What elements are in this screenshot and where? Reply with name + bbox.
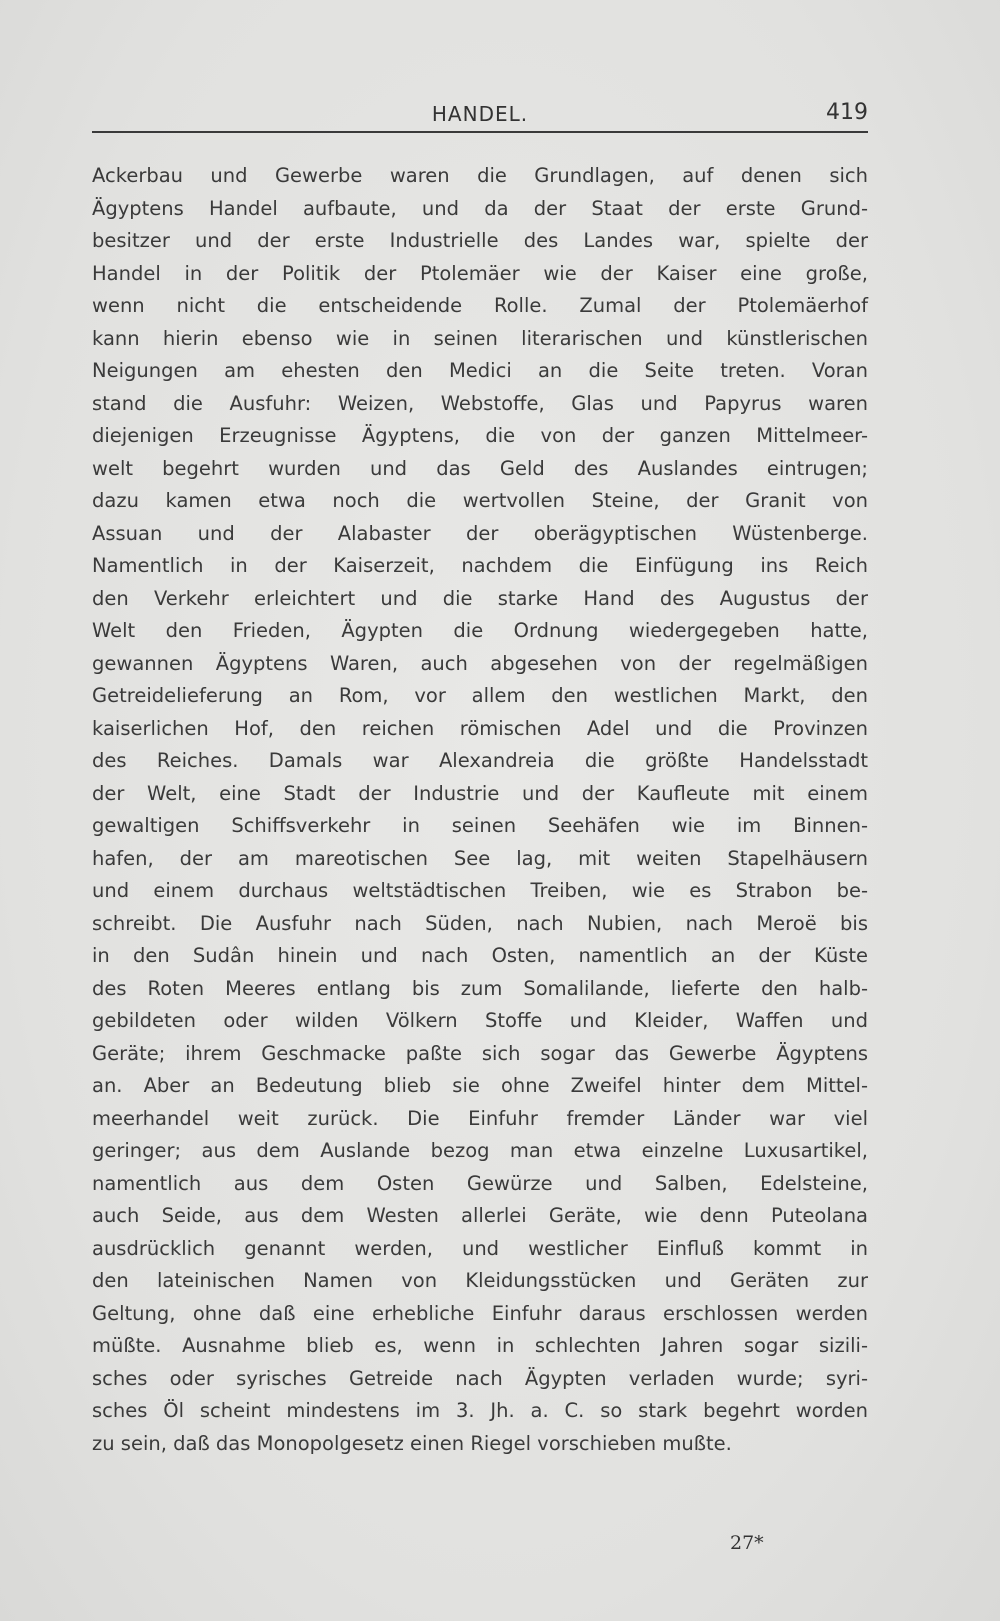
text-line: Neigungen am ehesten den Medici an die Seite treten. Voran	[92, 359, 868, 382]
text-line: und einem durchaus weltstädtischen Treiben, wie es Strabon be-	[92, 879, 868, 902]
text-line: dazu kamen etwa noch die wertvollen Steine, der Granit von	[92, 489, 868, 512]
text-line: besitzer und der erste Industrielle des Landes war, spielte der	[92, 229, 868, 252]
text-line: sches oder syrisches Getreide nach Ägypten verladen wurde; syri-	[92, 1366, 868, 1390]
header-rule	[92, 131, 868, 133]
text-line: Assuan und der Alabaster der oberägyptischen Wüstenberge.	[92, 521, 868, 545]
text-line: Handel in der Politik der Ptolemäer wie der Kaiser eine große,	[92, 261, 868, 285]
text-line: an. Aber an Bedeutung blieb sie ohne Zweifel hinter dem Mittel-	[92, 1074, 868, 1097]
text-line: Ackerbau und Gewerbe waren die Grundlagen, auf denen sich	[92, 164, 868, 187]
text-line: diejenigen Erzeugnisse Ägyptens, die von der ganzen Mittelmeer-	[92, 424, 868, 447]
text-line: gewannen Ägyptens Waren, auch abgesehen von der regelmäßigen	[92, 651, 868, 675]
text-line: Namentlich in der Kaiserzeit, nachdem die Einfügung ins Reich	[92, 554, 868, 577]
text-line: stand die Ausfuhr: Weizen, Webstoffe, Glas und Papyrus waren	[92, 391, 868, 415]
text-line: Geltung, ohne daß eine erhebliche Einfuhr daraus erschlossen werden	[92, 1301, 868, 1325]
text-line: ausdrücklich genannt werden, und westlicher Einfluß kommt in	[92, 1236, 868, 1260]
text-line: des Roten Meeres entlang bis zum Somalilande, lieferte den halb-	[92, 976, 868, 1000]
text-line: Getreidelieferung an Rom, vor allem den westlichen Markt, den	[92, 684, 868, 707]
text-line: gebildeten oder wilden Völkern Stoffe und Kleider, Waffen und	[92, 1009, 868, 1032]
running-title: HANDEL.	[431, 102, 529, 126]
text-line: kann hierin ebenso wie in seinen literarischen und künstlerischen	[92, 326, 868, 350]
text-line: schreibt. Die Ausfuhr nach Süden, nach Nubien, nach Meroë bis	[92, 911, 868, 935]
text-line: namentlich aus dem Osten Gewürze und Salben, Edelsteine,	[92, 1171, 868, 1195]
text-line: Geräte; ihrem Geschmacke paßte sich sogar das Gewerbe Ägyptens	[92, 1041, 868, 1065]
text-line: meerhandel weit zurück. Die Einfuhr fremder Länder war viel	[92, 1106, 868, 1130]
text-line: zu sein, daß das Monopolgesetz einen Riegel vorschieben mußte.	[92, 1431, 732, 1455]
text-line: gewaltigen Schiffsverkehr in seinen Seehäfen wie im Binnen-	[92, 814, 868, 837]
text-line: sches Öl scheint mindestens im 3. Jh. a. C. so stark begehrt worden	[92, 1399, 868, 1422]
text-line: Ägyptens Handel aufbaute, und da der Staat der erste Grund-	[92, 196, 868, 220]
text-line: geringer; aus dem Auslande bezog man etwa einzelne Luxusartikel,	[92, 1139, 868, 1162]
text-line: kaiserlichen Hof, den reichen römischen Adel und die Provinzen	[92, 716, 868, 740]
signature-mark: 27*	[730, 1532, 764, 1554]
text-line: Welt den Frieden, Ägypten die Ordnung wiedergegeben hatte,	[92, 619, 868, 642]
text-line: müßte. Ausnahme blieb es, wenn in schlechten Jahren sogar sizili-	[92, 1334, 868, 1357]
page-number: 419	[826, 100, 868, 125]
text-line: des Reiches. Damals war Alexandreia die größte Handelsstadt	[92, 749, 868, 772]
running-header	[92, 98, 868, 132]
text-line: hafen, der am mareotischen See lag, mit weiten Stapelhäusern	[92, 846, 868, 870]
text-line: welt begehrt wurden und das Geld des Auslandes eintrugen;	[92, 456, 868, 480]
text-line: der Welt, eine Stadt der Industrie und der Kaufleute mit einem	[92, 781, 868, 805]
text-line: auch Seide, aus dem Westen allerlei Geräte, wie denn Puteolana	[92, 1204, 868, 1227]
text-line: in den Sudân hinein und nach Osten, namentlich an der Küste	[92, 944, 868, 967]
text-line: den lateinischen Namen von Kleidungsstücken und Geräten zur	[92, 1269, 868, 1292]
text-line: den Verkehr erleichtert und die starke Hand des Augustus der	[92, 586, 868, 610]
text-line: wenn nicht die entscheidende Rolle. Zumal der Ptolemäerhof	[92, 294, 868, 317]
body-paragraph	[92, 160, 868, 1460]
